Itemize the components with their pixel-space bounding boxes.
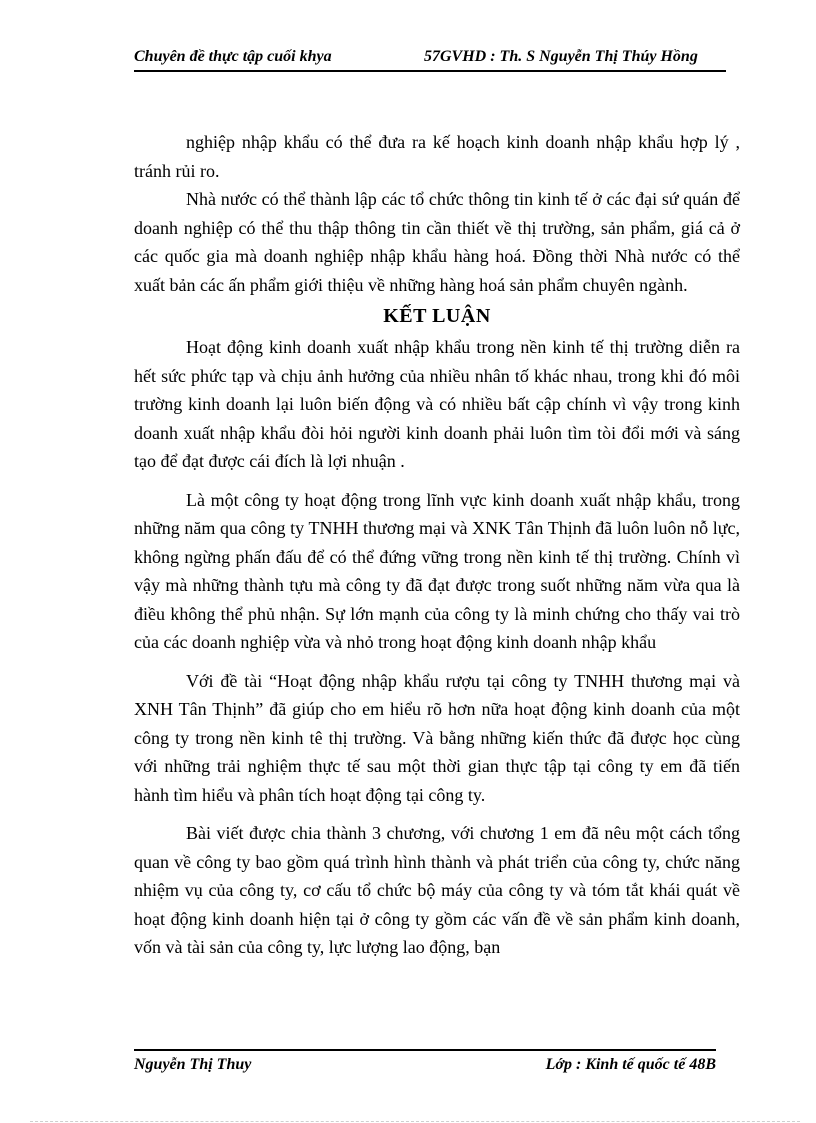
footer-author: Nguyễn Thị Thuy [134,1056,252,1073]
header-supervisor: 57GVHD : Th. S Nguyễn Thị Thúy Hồng [424,48,698,65]
section-title: KẾT LUẬN [383,305,491,327]
paragraph-continuation: nghiệp nhập khẩu có thể đưa ra kế hoạch kinh doanh nhập khẩu hợp lý , tránh rủi ro. [134,132,740,181]
page-edge-line [30,1121,800,1122]
page-header [134,46,726,70]
paragraph-conclusion-3: Với đề tài “Hoạt động nhập khẩu rượu tại công ty TNHH thương mại và XNH Tân Thịnh” đã giúp cho em hiểu rõ hơn nữa hoạt động kinh doanh của một công ty trong nền kinh tê thị trường. Và bằng những kiến thức đã được học cùng với những trải nghiệm thực tế sau một thời gian thực tập tại công ty em đã tiến hành tìm hiểu và phân tích hoạt động tại công ty. [134,670,740,805]
paragraph-conclusion-4: Bài viết được chia thành 3 chương, với chương 1 em đã nêu một cách tổng quan về công ty bao gồm quá trình hình thành và phát triển của công ty, chức năng nhiệm vụ của công ty, cơ cấu tổ chức bộ máy của công ty và tóm tắt khái quát về hoạt động kinh doanh hiện tại ở công ty gồm các vấn đề về sản phẩm kinh doanh, vốn và tài sản của công ty, lực lượng lao động, bạn [134,823,740,957]
page-footer [134,1054,716,1078]
paragraph-conclusion-1: Hoạt động kinh doanh xuất nhập khẩu trong nền kinh tế thị trường diễn ra hết sức phức tạp và chịu ảnh hưởng của nhiều nhân tố khác nhau, trong khi đó môi trường kinh doanh lại luôn biến động và có nhiều bất cập chính vì vậy trong kinh doanh xuất nhập khẩu đòi hỏi người kinh doanh phải luôn tìm tòi đổi mới và sáng tạo để đạt được cái đích là lợi nhuận . [134,337,740,471]
paragraph-conclusion-2: Là một công ty hoạt động trong lĩnh vực kinh doanh xuất nhập khẩu, trong những năm qua công ty TNHH thương mại và XNK Tân Thịnh đã luôn luôn nỗ lực, không ngừng phấn đấu để có thể đứng vững trong nền kinh tế thị trường. Chính vì vậy mà những thành tựu mà công ty đã đạt được trong suốt những năm vừa qua là điều không thể phủ nhận. Sự lớn mạnh của công ty là minh chứng cho thấy vai trò của các doanh nghiệp vừa và nhỏ trong hoạt động kinh doanh nhập khẩu [134,489,740,652]
header-document-title: Chuyên đề thực tập cuối khya [134,48,332,65]
header-divider [134,70,726,72]
footer-class: Lớp : Kinh tế quốc tế 48B [545,1056,716,1073]
paragraph-state-support: Nhà nước có thể thành lập các tổ chức thông tin kinh tế ở các đại sứ quán để doanh nghiệp có thể thu thập thông tin cần thiết về thị trường, sản phẩm, giá cả ở các quốc gia mà doanh nghiệp nhập khẩu hàng hoá. Đồng thời Nhà nước có thể xuất bản các ấn phẩm giới thiệu về những hàng hoá sản phẩm chuyên ngành. [134,189,740,295]
page-body [134,128,740,962]
footer-divider [134,1049,716,1051]
